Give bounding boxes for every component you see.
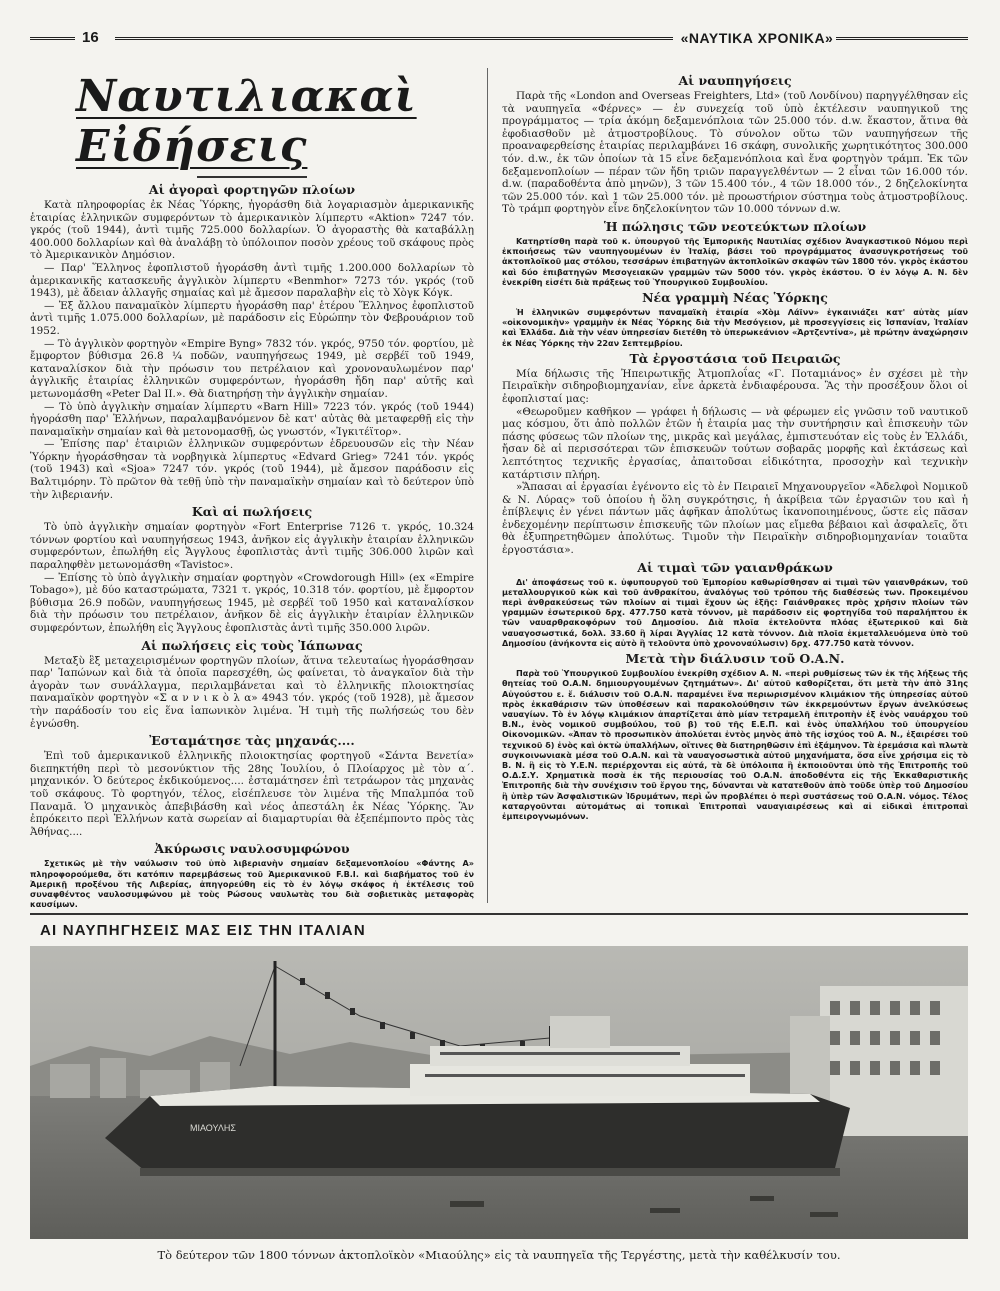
article-heading: Καὶ αἱ πωλήσεις — [191, 504, 313, 520]
article-heading: Νέα γραμμὴ Νέας Ὑόρκης — [642, 289, 828, 305]
article-heading: Ἡ πώλησις τῶν νεοτεύκτων πλοίων — [603, 218, 867, 234]
article-heading: Αἱ ναυπηγήσεις — [678, 73, 792, 88]
article-heading: Ἀκύρωσις ναυλοσυμφώνου — [154, 841, 350, 857]
article-heading: Ἐσταμάτησε τὰς μηχανάς.... — [149, 733, 355, 749]
ship-photo — [30, 946, 968, 1239]
page-number: 16 — [82, 29, 99, 46]
article-paragraph: Παρὰ τῆς «London and Overseas Freighters, Ltd» (τοῦ Λονδίνου) παρηγγέλθησαν εἰς τὰ ναυπηγεῖα «Φέρνες» — ἐν συνεχείᾳ τοῦ ὑπὸ ἐκτέλεσιν ναυπηγικοῦ της προγράμματος — τρία ἀκόμη δεξαμενόπλοια τῶν 25.000 τόν. d.w. ἕκαστον, ἅτινα θὰ ἐφοδιασθοῦν μὲ ἀτμοστροβίλους. Τὸ σύνολον οὕτω τῶν ναυπηγήσεων τῆς προαναφερθείσης ἑταιρίας περιλαμβάνει 16 σκάφη, συνολικῆς χωρητικότητος 300.000 τόν. d.w., ἐκ τῶν ὁποίων τὰ 15 εἶνε δεξαμενόπλοια καὶ ἕνα φορτηγὸν τράμπ. Ἐκ τῶν δεξαμενοπλοίων — πέραν τῶν ἤδη τριῶν παραγγελθέντων — 2 εἶναι τῶν 16.000 τόν. d.w. (παραδοθέντα ἀπὸ μηνῶν), 3 τῶν 15.400 τόν., 4 τῶν 18.000 τόν., 2 δηζελοκίνητα τῶν 25.000 τόν. καὶ 1 τῶν 25.000 τόν. μὲ προωστήριον σύστημα τοὺς ἀτμοστροβίλους. Τὸ τράμπ φορτηγὸν εἶνε δηζελοκίνητον τῶν 10.000 τόννων d.w. — [502, 90, 968, 216]
newspaper-page — [30, 28, 968, 1278]
photo-headline: ΑΙ ΝΑΥΠΗΓΗΣΕΙΣ ΜΑΣ ΕΙΣ ΤΗΝ ΙΤΑΛΙΑΝ — [40, 922, 366, 939]
article-heading: Αἱ τιμαὶ τῶν γαιανθράκων — [637, 559, 833, 575]
article-paragraph: — Ἐπίσης τὸ ὑπὸ ἀγγλικὴν σημαίαν φορτηγὸν «Crowdorough Hill» (ex «Empire Tobago»), μὲ δύο καταστρώματα, 7321 τ. γκρός, 10.318 τόν. φορτίου, μὲ ἔμφορτον βύθισμα 26.9 ποδῶν, ναυπηγήσεως 1945, μὲ σερβέϊ τοῦ 1950 καὶ καταναλίσκον διὰ τὴν πρόωσιν του πετρέλαιον, ἀνῆκον δὲ εἰς ἀγγλικὴν ἑταιρίαν ἑλληνικῶν συμφερόντων, ἐπωλήθη εἰς Ἄγγλους ἐφοπλιστὰς ἀντὶ τιμῆς 350.000 λιρῶν. — [30, 571, 474, 634]
article-paragraph: — Τὸ ὑπὸ ἀγγλικὴν σημαίαν λίμπερτυ «Barn Hill» 7223 τόν. γκρός (τοῦ 1944) ἠγοράσθη παρ' Ἑλλήνων, παραλαμβανόμενον δὲ κατ' αὐτὰς θὰ μεταφερθῇ εἰς τὴν παναμαϊκὴν σημαίαν καὶ θὰ μετονομασθῇ, ὡς γνωστόν, «Ἰγκιτέϊτορ». — [30, 400, 474, 438]
article-heading: Αἱ ἀγοραὶ φορτηγῶν πλοίων — [148, 182, 356, 197]
section-divider — [30, 913, 968, 915]
article-paragraph: — Τὸ ἀγγλικὸν φορτηγὸν «Empire Byng» 7832 τόν. γκρός, 9750 τόν. φορτίου, μὲ ἔμφορτον βύθισμα 26.8 ¼ ποδῶν, ναυπηγήσεως 1949, μὲ σερβέϊ τοῦ 1949, καταναλίσκον διὰ τὴν πρόωσιν του πετρέλαιον καὶ χρονοναυλωμένον παρ' ἀγγλικῆς ἑταιρίας ἑλληνικῶν συμφερόντων, ἠγοράσθη ἤδη παρ' αὐτῆς καὶ μετωνομάσθη «Peter Dal II.». Θὰ διατηρήσῃ τὴν ἀγγλικὴν σημαίαν. — [30, 337, 474, 400]
header-rule — [115, 37, 673, 40]
column-divider — [487, 68, 488, 903]
header-rule — [30, 37, 75, 40]
masthead-rule — [197, 176, 307, 178]
ship-superstructure — [410, 1064, 750, 1096]
article-paragraph: Τὸ ὑπὸ ἀγγλικὴν σημαίαν φορτηγὸν «Fort Enterprise 7126 τ. γκρός, 10.324 τόννων φορτίου καὶ ναυπηγήσεως 1943, ἀνῆκον εἰς ἀγγλικὴν ἑταιρίαν ἑλληνικῶν συμφερόντων, ἐπωλήθη εἰς Ἄγγλους ἐφοπλιστὰς ἀντὶ τιμῆς 306.000 λιρῶν καὶ παραληφθὲν μετωνομάσθη «Tavistoc». — [30, 521, 474, 572]
article-paragraph: »Ἅπασαι αἱ ἐργασίαι ἐγένοντο εἰς τὸ ἐν Πειραιεῖ Μηχανουργεῖον «Ἀδελφοὶ Νομικοῦ & Ν. Λύρας» τοῦ ὁποίου ἡ ὅλη συγκρότησις, ἡ ἀκρίβεια τῶν ἐργασιῶν του καὶ ἡ ἐπίβλεψις ἐν γένει πάντων μᾶς ἀφῆκαν ἀπολύτως ἱκανοποιημένους, ὥστε εἰς πᾶσαν ἐνδεχομένην περίπτωσιν ἐπισκευῆς τῶν πλοίων μας εἴμεθα βέβαιοι καὶ ἀσφαλεῖς, ὅτι θὰ ἐξυπηρετηθῶμεν ἀπολύτως. Τιμοῦν τὴν Πειραϊκὴν σιδηροβιομηχανίαν τοιαῦτα ἐργοστάσια». — [502, 481, 968, 557]
ship-name: ΜΙΑΟΥΛΗΣ — [190, 1123, 236, 1133]
launch-cradle — [140, 1168, 840, 1176]
article-heading: Μετὰ τὴν διάλυσιν τοῦ Ο.Α.Ν. — [625, 651, 845, 667]
article-paragraph: «Θεωροῦμεν καθῆκον — γράφει ἡ δήλωσις — νὰ φέρωμεν εἰς γνῶσιν τοῦ ναυτικοῦ μας κόσμου, ὅτι ἀπὸ πολλῶν ἐτῶν ἡ ἑταιρία μας τὴν συντήρησιν καὶ ἐπισκευὴν τῶν πάσης φύσεως τῶν πλοίων της, μικρᾶς καὶ μεγάλας, ἐμπιστευόταν εἰς τοὺς ἐν Ἑλλάδι, ἤσαν δὲ αἱ περισσότεραι τῶν ἐπισκευῶν τούτων σοβαρᾶς μορφῆς καὶ ἐκτάσεως καὶ λεπτότητος τεχνικῆς ἐργασίας, ἀπαιτοῦσαι εἰδικότητα, προσοχὴν καὶ τεχνικὴν κατάρτισιν πλήρη. — [502, 405, 968, 481]
article-paragraph: — Παρ' Ἕλληνος ἐφοπλιστοῦ ἠγοράσθη ἀντὶ τιμῆς 1.200.000 δολλαρίων τὸ ἀμερικανικῆς κατασκευῆς ἀγγλικὸν λίμπερτυ «Benmhor» 7273 τόν. γκρός (τοῦ 1943), μὲ ἄδειαν ἀλλαγῆς σημαίας καὶ μὲ ἄμεσον παραλαβὴν εἰς τὸ Χὸγκ Κόγκ. — [30, 261, 474, 300]
article-paragraph: Ἐπὶ τοῦ ἀμερικανικοῦ ἑλληνικῆς πλοιοκτησίας φορτηγοῦ «Σάντα Βενετία» διεπηκτήθη περὶ τὸ μεσονύκτιον τῆς 28ης Ἰουλίου, ὁ Πλοίαρχος μὲ τὸν α΄. μηχανικόν. Ὁ δεύτερος ἐκδικούμενος.... ἐσταμάτησεν ἐπὶ τετράωρον τὰς μηχανὰς τοῦ σκάφους. Τὸ φορτηγόν, τέλος, εἰσέπλευσε τὸν λιμένα τῆς Μπαλμπόα τοῦ Παναμᾶ. Ὁ μηχανικὸς ἀπεβιβάσθη καὶ νέος ἀπεστάλη ἐκ Νέας Ὑόρκης. Ἂν ἐπρόκειτο περὶ Ἑλλήνων κατὰ σωρείαν αἱ διαμαρτυρίαι θὰ ἐξεπέμποντο πρὸς τὰς Ἀθήνας.... — [30, 750, 474, 838]
article-paragraph: Μεταξὺ ἓξ μεταχειρισμένων φορτηγῶν πλοίων, ἅτινα τελευταίως ἠγοράσθησαν παρ' Ἰαπώνων καὶ διὰ τὰ ὁποῖα παρεσχέθη, ὡς φαίνεται, τὸ ἀναγκαῖον διὰ τὴν ἀγορὰν των συνάλλαγμα, περιλαμβάνεται καὶ τὸ ἑλληνικῆς πλοιοκτησίας παναμαϊκὸν φορτηγὸν «Σ α ν ν ι κ ὸ λ α» 4943 τόν. γκρός (τοῦ 1928), μὲ ἄμεσον τὴν παράδοσίν του εἰς ἕνα ἰαπωνικὸν λιμένα. Ἡ τιμὴ τῆς πωλήσεώς του δὲν ἐγνώσθη. — [30, 654, 474, 730]
photo-caption: Τὸ δεύτερον τῶν 1800 τόννων ἀκτοπλοϊκὸν «Μιαούλης» εἰς τὰ ναυπηγεῖα τῆς Τεργέστης, μετὰ τὴν καθέλκυσίν του. — [157, 1248, 841, 1262]
section-masthead: Ναυτιλιακαὶ Εἰδήσεις — [76, 71, 417, 172]
publication-title: «ΝΑΥΤΙΚΑ ΧΡΟΝΙΚΑ» — [680, 30, 834, 46]
ship-photo-illustration — [30, 946, 968, 1239]
article-paragraph: — Ἐξ ἄλλου παναμαϊκὸν λίμπερτυ ἠγοράσθη παρ' ἑτέρου Ἕλληνος ἐφοπλιστοῦ ἀντὶ τιμῆς 1.075.000 δολλαρίων, μὲ παράδοσιν εἰς Εὐρώπην τὸν Φεβρουάριον τοῦ 1952. — [30, 299, 474, 337]
right-column — [502, 70, 968, 821]
article-paragraph: Δι' ἀποφάσεως τοῦ κ. ὑφυπουργοῦ τοῦ Ἐμπορίου καθωρίσθησαν αἱ τιμαὶ τῶν γαιανθράκων, τοῦ μεταλλουργικοῦ κὼκ καὶ τοῦ ἀνθρακίτου, ἀναλόγως τοῦ τρόπου τῆς διαθέσεώς των. Προκειμένου περὶ ἀνθρακεύσεως τῶν πλοίων αἱ τιμαὶ ἔχουν ὡς ἑξῆς: Γαιάνθρακες πρὸς χρῆσιν πλοίων τῶν γραμμῶν ἐσωτερικοῦ δρχ. 477.750 κατὰ τόννον, μὲ παράδοσιν εἰς φορτηγίδα τοῦ παραλήπτου ἐκ τῶν ναυαρθρακοφόρων τοῦ Δημοσίου. Διὰ πλοῖα ἐκτελοῦντα πλόας ἐξωτερικοῦ καὶ διὰ ναυαγοσωστικά, δολλ. 33.60 ἢ λίραι Ἀγγλίας 12 κατὰ τόννον. Διὰ πλοῖα ἐκμεταλλευόμενα ὑπὸ τοῦ Δημοσίου (ἀνήκοντα εἰς αὐτὸ ἢ τελοῦντα ὑπὸ χρονοναύλωσιν) δρχ. 477.750 κατὰ τόννον. — [502, 576, 968, 648]
article-paragraph: Ἡ ἑλληνικῶν συμφερόντων παναμαϊκὴ ἑταιρία «Χὸμ Λάϊνν» ἐγκαινιάζει κατ' αὐτὰς μίαν «οἰκονομικὴν» γραμμὴν ἐκ Νέας Ὑόρκης διὰ τὴν Μεσόγειον, μὲ προσεγγίσεις εἰς Ἱσπανίαν, Ἰταλίαν καὶ Ἑλλάδα. Διὰ τὴν νέαν ὑπηρεσίαν διετέθη τὸ ὑπερωκεάνιον «Ἀρτζεντίνα», μὲ πρώτην ἀναχώρησιν ἐκ Νέας Ὑόρκης τὴν 22αν Σεπτεμβρίου. — [502, 306, 968, 348]
article-paragraph: Μία δήλωσις τῆς Ἠπειρωτικῆς Ἀτμοπλοΐας «Γ. Ποταμιάνος» ἐν σχέσει μὲ τὴν Πειραϊκὴν σιδηροβιομηχανίαν, εἶνε ἀρκετὰ ἐνδιαφέρουσα. Ἂς τὴν προσέξουν ὅλοι οἱ ἐφοπλισταί μας: — [502, 367, 968, 405]
page-header — [30, 28, 968, 48]
article-heading: Αἱ πωλήσεις εἰς τοὺς Ἰάπωνας — [141, 637, 363, 653]
ship-funnel — [550, 1016, 610, 1048]
left-column — [30, 68, 474, 909]
article-paragraph: Κατηρτίσθη παρὰ τοῦ κ. ὑπουργοῦ τῆς Ἐμπορικῆς Ναυτιλίας σχέδιον Ἀναγκαστικοῦ Νόμου περὶ ἐκποιήσεως τῶν ναυπηγουμένων ἐν Ἰταλίᾳ, βάσει τοῦ προγράμματος ἀνασυγκροτήσεως τοῦ ἀκτοπλοϊκοῦ μας στόλου, τεσσάρων ἐπιβατηγῶν ἀκτοπλοϊκῶν σκαφῶν τῶν 1800 τόν. γκρὸς ἑκάστου καὶ δύο ἐπιβατηγῶν Μεσογειακῶν γραμμῶν τῶν 5000 τόν. γκρὸς ἑκάστου. Ὁ ἐν λόγῳ Α. Ν. δὲν ἐνεκρίθη εἰσέτι διὰ πράξεως τοῦ Ὑπουργικοῦ Συμβουλίου. — [502, 235, 968, 287]
article-paragraph: — Ἐπίσης παρ' ἑταιριῶν ἑλληνικῶν συμφερόντων ἑδρευουσῶν εἰς τὴν Νέαν Ὑόρκην ἠγοράσθησαν τὰ νορβηγικὰ λίμπερτυς «Edvard Grieg» 7241 τόν. γκρός (τοῦ 1943) καὶ «Sjoa» 7247 τόν. γκρός (τοῦ 1944), μὲ ἄμεσον παράδοσιν εἰς Βαλτιμόρην. Τὸ πρῶτον θὰ τεθῇ ὑπὸ τὴν παναμαϊκὴν σημαίαν καὶ τὸ δεύτερον ὑπὸ τὴν λιβεριανήν. — [30, 438, 474, 501]
ship-upper-deck — [430, 1046, 690, 1066]
article-paragraph: Παρὰ τοῦ Ὑπουργικοῦ Συμβουλίου ἐνεκρίθη σχέδιον Α. Ν. «περὶ ρυθμίσεως τῶν ἐκ τῆς λήξεως τῆς θητείας τοῦ Ο.Α.Ν. δημιουργουμένων ζητημάτων». Δι' αὐτοῦ καθορίζεται, ὅτι μετὰ τὴν ἀπὸ 31ης Αὐγούστου ε. ἔ. διάλυσιν τοῦ Ο.Α.Ν. παραμένει ἕνα περιωρισμένον κλιμάκιον τῆς ὑπηρεσίας αὐτοῦ πρὸς ἐκκαθάρισιν τῶν ὑποθέσεων καὶ παρακολούθησιν τῶν ἐκκρεμούντων ἔργων ἀνελκύσεως ναυαγίων. Τὸ ἐν λόγῳ κλιμάκιον ἀπαρτίζεται ἀπὸ μίαν τετραμελῆ ἐπιτροπὴν ἐξ ἑνὸς ναυάρχου τοῦ Β.Ν., ἑνὸς νομικοῦ συμβούλου, τοῦ β) τοῦ τῆς Ε.Ε.Π. καὶ ἑνὸς ὑπαλλήλου τοῦ ὑπουργείου Οἰκονομικῶν. «Ἀπαν τὸ προσωπικὸν ἀπολύεται ἐντὸς μηνὸς ἀπὸ τῆς ἰσχύος τοῦ Α. Ν., ἐξαιρέσει τοῦ τεχνικοῦ δ) ἐνὸς καὶ ὀκτὼ ὑπαλλήλων, οἵτινες θὰ διατηρηθῶσιν ἐπὶ ἑξάμηνον. Τὰ ἐρεμάσια καὶ πλωτὰ συγκοινωνιακὰ μέσα τοῦ Ο.Α.Ν. καὶ τὰ ναυαγοσωστικὰ αὐτοῦ μηχανήματα, ὅσα εἶνε χρήσιμα εἰς τὸ Β. Ν. ἢ εἰς τὸ Υ.Ε.Ν. περιέρχονται εἰς αὐτά, τὰ δὲ ὑπόλοιπα ἢ ἐκποιοῦνται ὑπὸ τῆς Ἐπιτροπῆς τοῦ Ο.Δ.Σ.Υ. Χρηματικὰ ποσὰ ἐκ τῆς περιουσίας τοῦ Ο.Α.Ν. ἀποδοθέντα εἰς τῆς Ἐκκαθαριστικῆς Ἐπιτροπῆς διὰ τὴν συνέχισιν τοῦ ἔργου της, δύνανται νὰ κατατεθοῦν ἀπὸ τοῦδε ὑπὲρ τοῦ Δημοσίου ἢ ὑπὲρ τῶν Ἀσφαλιστικῶν Ἱδρυμάτων, περὶ ὧν προβλέπει ὁ περὶ συστάσεως τοῦ Ο.Α.Ν. νόμος. Τέλος καταργοῦνται αὐτομάτως αἱ τοπικαὶ Ἐπιτροπαὶ ναυαγιαιρέσεως καὶ αἱ εἰδικαὶ ἐπιτροπαὶ ἐμπειρογνωμόνων. — [502, 668, 968, 821]
header-rule — [836, 37, 968, 40]
article-paragraph: Κατὰ πληροφορίας ἐκ Νέας Ὑόρκης, ἠγοράσθη διὰ λογαριασμὸν ἀμερικανικῆς ἑταιρίας ἑλληνικῶν συμφερόντων τὸ ἀμερικανικὸν λίμπερτυ «Aktion» 7247 τόν. γκρός (τοῦ 1944), ἀντὶ τιμῆς 725.000 δολλαρίων. Ὁ ἀγοραστὴς θὰ καταβάλλῃ 400.000 δολλαρίων καὶ θὰ ἀναλάβῃ τὸ ὑπόλοιπον ποσὸν χρέους τοῦ σκάφους πρὸς τὸ Ἀμερικανικὸν Δημόσιον. — [30, 199, 474, 262]
article-paragraph: Σχετικῶς μὲ τὴν ναύλωσιν τοῦ ὑπὸ λιβεριανὴν σημαίαν δεξαμενοπλοίου «Φάντης Α» πληροφορούμεθα, ὅτι κατόπιν παρεμβάσεως τοῦ Ἀμερικανικοῦ F.B.I. καὶ διαβήματος τοῦ ἐν Ἀμερικῇ προξένου τῆς Λιβερίας, ἀπηγορεύθη εἰς τὸ ἐν λόγῳ σκάφος ἡ ἐκτέλεσις τοῦ συναφθέντος ναυλοσυμφώνου μὲ τοὺς Ρώσους ναυλωτὰς του διὰ σοβιετικὰς μεταφορὰς καυσίμων. — [30, 858, 474, 910]
article-heading: Τὰ ἐργοστάσια τοῦ Πειραιῶς — [629, 350, 841, 366]
